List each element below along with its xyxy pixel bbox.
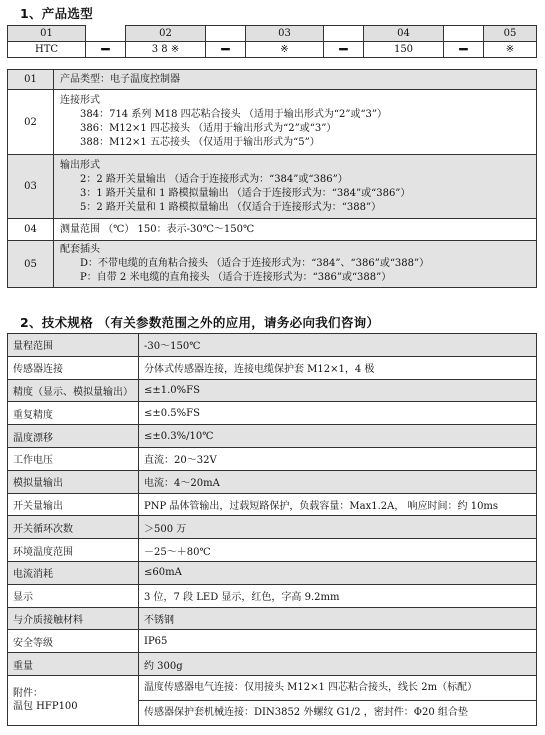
spec-row — [8, 561, 537, 584]
spec-label: 工作电压 — [8, 447, 139, 470]
spec-label: 传感器连接 — [8, 356, 139, 379]
spec-value: 分体式传感器连接，连接电缆保护套 M12×1，4 极 — [139, 356, 537, 379]
desc-num: 04 — [8, 219, 54, 241]
spec-row — [8, 379, 537, 402]
section-1-title: 1、产品选型 — [20, 6, 93, 21]
spec-label: 重量 — [8, 653, 139, 676]
spec-label: 重复精度 — [8, 402, 139, 425]
code-value-02: 3 8 ※ — [126, 42, 206, 58]
code-header-04: 04 — [364, 26, 444, 42]
spec-row — [8, 607, 537, 630]
attachment-mechanical: 传感器保护套机械连接：DIN3852 外螺纹 G1/2 ，密封件：Φ20 组合垫 — [139, 700, 537, 725]
spec-value: IP65 — [139, 630, 537, 653]
code-separator: ━ — [444, 42, 484, 58]
spec-value: 直流：20～32V — [139, 447, 537, 470]
spec-value: ＞500 万 — [139, 516, 537, 539]
code-header-03: 03 — [246, 26, 324, 42]
spec-label: 显示 — [8, 584, 139, 607]
spec-row — [8, 334, 537, 357]
spec-label: 与介质接触材料 — [8, 607, 139, 630]
spec-row — [8, 539, 537, 562]
code-separator: ━ — [86, 42, 126, 58]
code-value-04: 150 — [364, 42, 444, 58]
code-value-05: ※ — [484, 42, 537, 58]
attachment-label: 附件： 温包 HFP100 — [8, 675, 139, 725]
model-description-table — [7, 69, 537, 288]
spec-row — [8, 447, 537, 470]
spec-row — [8, 653, 537, 676]
desc-text: 配套插头 D：不带电缆的直角粘合接头 （适合于连接形式为：“384”、“386”或“388”） P：自带 2 米电缆的直角接头 （适合于连接形式为：“386”或“388”） — [54, 241, 537, 288]
spec-value: ≤±0.5%FS — [139, 402, 537, 425]
spec-label: 安全等级 — [8, 630, 139, 653]
spec-label: 精度（显示、模拟量输出） — [8, 379, 139, 402]
spec-row — [8, 356, 537, 379]
spec-value: -30～150℃ — [139, 334, 537, 357]
model-code-table — [7, 25, 537, 58]
code-header-02: 02 — [126, 26, 206, 42]
spec-value: 不锈钢 — [139, 607, 537, 630]
desc-text: 产品类型：电子温度控制器 — [54, 70, 537, 90]
spec-value: －25～＋80℃ — [139, 539, 537, 562]
spec-value: ≤±1.0%FS — [139, 379, 537, 402]
desc-text: 测量范围 （℃） 150：表示-30℃～150℃ — [54, 219, 537, 241]
spec-label: 开关量输出 — [8, 493, 139, 516]
desc-num: 03 — [8, 155, 54, 219]
spec-label: 开关循环次数 — [8, 516, 139, 539]
code-header-01: 01 — [8, 26, 86, 42]
code-separator: ━ — [206, 42, 246, 58]
code-value-03: ※ — [246, 42, 324, 58]
spec-table — [7, 333, 537, 726]
spec-label: 环境温度范围 — [8, 539, 139, 562]
desc-num: 05 — [8, 241, 54, 288]
attachment-electrical: 温度传感器电气连接：仅用接头 M12×1 四芯粘合接头，线长 2m（标配） — [139, 675, 537, 700]
desc-num: 02 — [8, 90, 54, 155]
spec-row — [8, 470, 537, 493]
spec-value: 电流：4～20mA — [139, 470, 537, 493]
spec-value: 约 300g — [139, 653, 537, 676]
spec-label: 模拟量输出 — [8, 470, 139, 493]
spec-value: 3 位，7 段 LED 显示，红色，字高 9.2mm — [139, 584, 537, 607]
desc-text: 输出形式 2：2 路开关量输出 （适合于连接形式为：“384”或“386”） 3：1 路开关量和 1 路模拟量输出 （适合于连接形式为：“384”或“386”） 5：2 路开关量和 1 路模拟量输出 （仅适合于连接形式为：“388”） — [54, 155, 537, 219]
spec-row — [8, 584, 537, 607]
spec-label: 量程范围 — [8, 334, 139, 357]
desc-num: 01 — [8, 70, 54, 90]
spec-row — [8, 630, 537, 653]
code-value-01: HTC — [8, 42, 86, 58]
spec-value: ≤±0.3%/10℃ — [139, 425, 537, 448]
desc-text: 连接形式 384：714 系列 M18 四芯粘合接头 （适用于输出形式为“2”或“3”） 386：M12×1 四芯接头 （适用于输出形式为“2”或“3”） 388：M12×1 五芯接头 （仅适用于输出形式为“5”） — [54, 90, 537, 155]
spec-row — [8, 425, 537, 448]
spec-row — [8, 493, 537, 516]
spec-row — [8, 516, 537, 539]
spec-label: 电流消耗 — [8, 561, 139, 584]
section-2-title: 2、技术规格 （有关参数范围之外的应用，请务必向我们咨询） — [20, 315, 380, 330]
spec-label: 温度漂移 — [8, 425, 139, 448]
spec-value: PNP 晶体管输出，过载短路保护，负载容量：Max1.2A， 响应时间：约 10ms — [139, 493, 537, 516]
spec-value: ≤60mA — [139, 561, 537, 584]
code-separator: ━ — [324, 42, 364, 58]
code-header-05: 05 — [484, 26, 537, 42]
spec-row — [8, 402, 537, 425]
